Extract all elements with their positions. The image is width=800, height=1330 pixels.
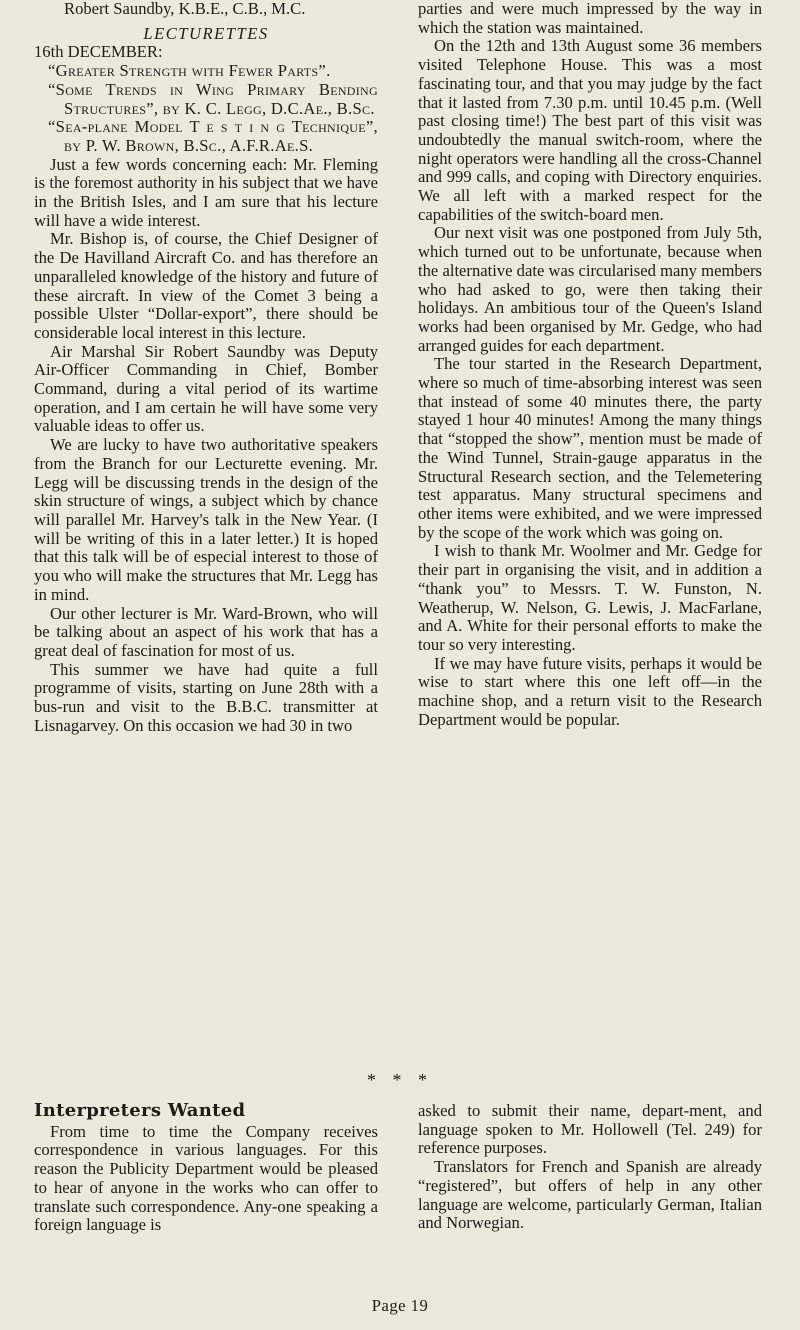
body-paragraph: I wish to thank Mr. Woolmer and Mr. Gedge for their part in organising the visit, and in addition a “thank you” to Messrs. T. W. Funston, N. Weatherup, W. Nelson, G. Lewis, J. MacFarlane, and A. White for their personal efforts to make the tour so very interesting.: [418, 541, 762, 654]
body-paragraph: Air Marshal Sir Robert Saundby was Deputy Air-Officer Commanding in Chief, Bomber Command, during a vital period of its wartime operation, and I am certain he will have some very valuable ideas to offer us.: [34, 341, 378, 436]
lecturette-item: “Sea-plane Model T e s t i n g Technique”, by P. W. Brown, B.Sc., A.F.R.Ae.S.: [48, 117, 378, 155]
body-paragraph: We are lucky to have two authoritative speakers from the Branch for our Lecturette evening. Mr. Legg will be discussing trends in the design of the skin structure of wings, a subject which by chance will parallel Mr. Harvey's talk in the New Year. (I will be writing of this in a later letter.) It is hoped that this talk will be of especial interest to those of you who will make the structures that Mr. Legg has in mind.: [34, 435, 378, 604]
body-paragraph: Our next visit was one postponed from July 5th, which turned out to be unfortunate, because when the alternative date was circularised many members who had asked to go, were then taking their holidays. An ambitious tour of the Queen's Island works had been organised by Mr. Gedge, who had arranged guides for each department.: [418, 223, 762, 355]
interpreters-right-column: [418, 1102, 762, 1233]
lecturette-item: “Greater Strength with Fewer Parts”.: [48, 61, 331, 81]
body-paragraph: This summer we have had quite a full programme of visits, starting on June 28th with a bus-run and visit to the B.B.C. transmitter at Lisnagarvey. On this occasion we had 30 in two: [34, 659, 378, 735]
body-paragraph: Mr. Bishop is, of course, the Chief Designer of the De Havilland Aircraft Co. and has therefore an unparalleled knowledge of the history and future of these aircraft. In view of the Comet 3 being a possible Ulster “Dollar-export”, there should be considerable local interest in this lecture.: [34, 229, 378, 342]
body-paragraph: Just a few words concerning each: Mr. Fleming is the foremost authority in his subject that we have in the British Isles, and I am sure that his lecture will have a wide interest.: [34, 154, 378, 230]
lecturettes-date: 16th DECEMBER:: [34, 42, 163, 62]
lecturettes-heading: LECTURETTES: [143, 23, 269, 43]
right-column: [418, 0, 762, 729]
lecturette-item: “Some Trends in Wing Primary Bending Structures”, by K. C. Legg, D.C.Ae., B.Sc.: [48, 79, 378, 118]
section-separator: * * *: [367, 1070, 433, 1090]
interpreters-heading: Interpreters Wanted: [34, 1100, 246, 1121]
page-number-text: Page 19: [371, 1296, 429, 1315]
body-paragraph: On the 12th and 13th August some 36 members visited Telephone House. This was a most fascinating tour, and that you may judge by the fact that it lasted from 7.30 p.m. until 10.45 p.m. (Well past closing time!) The best part of this visit was undoubtedly the manual switch-room, where the night operators were handling all the cross-Channel and 999 calls, and coping with Directory enquiries. We all left with a marked respect for the capabilities of the switch-board men.: [418, 36, 762, 224]
body-paragraph: parties and were much impressed by the way in which the station was maintained.: [418, 0, 762, 37]
saundby-credentials: Robert Saundby, K.B.E., C.B., M.C.: [64, 0, 306, 18]
body-paragraph: The tour started in the Research Department, where so much of time-absorbing interest was seen that instead of some 40 minutes there, the party stayed 1 hour 40 minutes! Among the many things that “stopped the show”, mention must be made of the Wind Tunnel, Strain-gauge apparatus in the Structural Research section, and the Telemetering test apparatus. Many structural specimens and other items were exhibited, and we were impressed by the scope of the work which was going on.: [418, 354, 762, 542]
page-number: [0, 1296, 800, 1316]
body-paragraph: Our other lecturer is Mr. Ward-Brown, who will be talking about an aspect of his work that has a great deal of fascination for most of us.: [34, 603, 378, 660]
body-paragraph: Translators for French and Spanish are already “registered”, but offers of help in any other language are welcome, particularly German, Italian and Norwegian.: [418, 1157, 762, 1233]
body-paragraph: If we may have future visits, perhaps it would be wise to start where this one left off—in the machine shop, and a return visit to the Research Department would be popular.: [418, 653, 762, 729]
left-column: [34, 0, 378, 735]
body-paragraph: From time to time the Company receives correspondence in various languages. For this reason the Publicity Department would be pleased to hear of anyone in the works who can offer to translate such correspondence. Any-one speaking a foreign language is: [34, 1121, 378, 1235]
body-paragraph: asked to submit their name, depart-ment, and language spoken to Mr. Hollowell (Tel. 249) for reference purposes.: [418, 1101, 762, 1158]
interpreters-left-column: [34, 1102, 378, 1235]
